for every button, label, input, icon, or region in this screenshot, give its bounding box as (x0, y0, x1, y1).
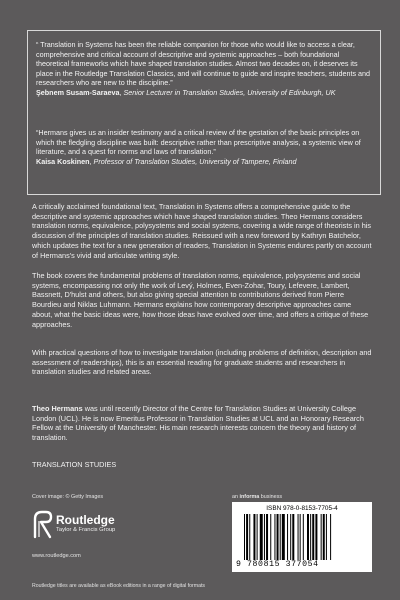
endorsement-quote: “Hermans gives us an insider testimony and a critical review of the gestation of the basic principles on which the fledgling discipline was built: descriptive rather than prescriptive analysis, a systemic view of literature, and a quest for norms and laws of translation.” (36, 128, 361, 157)
publisher-name: Routledge (56, 513, 115, 527)
barcode-icon (244, 514, 362, 560)
barcode-digits: 9 780815 377054 (236, 560, 319, 569)
barcode-box (232, 502, 372, 572)
endorsement-quote: “ Translation in Systems has been the reliable companion for those who would like to access a clear, comprehensive and critical account of descriptive and systemic approaches – both foundational theoretical frameworks which have shaped translation studies. Almost two decades on, it deserves its place in the Routledge Translation Classics, and will continue to guide and inspire teachers, students and researchers who are new to the discipline.” (36, 40, 371, 88)
informa-brand: informa (239, 494, 260, 500)
isbn: ISBN 978-0-8153-7705-4 (266, 505, 338, 512)
informa-tagline: an informa business (232, 494, 283, 500)
description-paragraph-2: The book covers the fundamental problems of translation norms, equivalence, polysystems and social systems, encompassing not only the work of Levý, Holmes, Even-Zohar, Toury, Lefevere, Lambert, Bassnett, D'hulst and others, but also giving special attention to contributions derived from Pierre Bourdieu and Niklas Luhmann. Hermans explains how contemporary descriptive approaches came about, what the basic ideas were, how those ideas have evolved over time, and offers a critique of these approaches. (32, 271, 369, 329)
publisher-logo (32, 509, 172, 549)
publisher-website: www.routledge.com (32, 553, 81, 559)
publisher-tagline: Taylor & Francis Group (56, 527, 116, 533)
endorser-role: Professor of Translation Studies, University of Tampere, Finland (93, 156, 297, 166)
description-paragraph-1: A critically acclaimed foundational text, Translation in Systems offers a comprehensive guide to the descriptive and systemic approaches which have shaped translation studies. Theo Hermans considers translation norms, equivalence, polysystems and social systems, covering a wide range of theorists in his discussion of the principles of translation studies. Reissued with a new foreword by Kathryn Batchelor, which updates the text for a new generation of readers, Translation in Systems endures partly on account of Hermans's vivid and articulate writing style. (32, 202, 372, 260)
endorser-role: Senior Lecturer in Translation Studies, University of Edinburgh, UK (123, 87, 336, 97)
ebook-note: Routledge titles are available as eBook editions in a range of digital formats (32, 583, 206, 589)
routledge-logo-icon (32, 509, 54, 539)
endorser-name: Kaisa Koskinen (36, 156, 90, 166)
author-bio-text: was until recently Director of the Centre for Translation Studies at University College London (UCL). He is now Emeritus Professor in Translation Studies at UCL and an Honorary Research Fellow at the University of Manchester. His main research interests concern the theory and history of translation. (32, 404, 364, 443)
endorsement-2 (36, 128, 372, 166)
author-name: Theo Hermans (32, 404, 83, 413)
endorsement-attribution: Kaisa Koskinen, Professor of Translation Studies, University of Tampere, Finland (36, 156, 297, 166)
cover-credit: Cover image: © Getty Images (32, 494, 104, 500)
endorsement-attribution: Şebnem Susam-Saraeva, Senior Lecturer in Translation Studies, University of Edinburgh, UK (36, 87, 336, 97)
subject-category: TRANSLATION STUDIES (32, 460, 117, 469)
author-bio (32, 404, 372, 443)
description-paragraph-3: With practical questions of how to investigate translation (including problems of definition, description and assessment of readerships), this is an essential reading for graduate students and researchers in translation studies and related areas. (32, 348, 372, 377)
endorser-name: Şebnem Susam-Saraeva (36, 87, 120, 97)
endorsement-1 (36, 40, 372, 98)
